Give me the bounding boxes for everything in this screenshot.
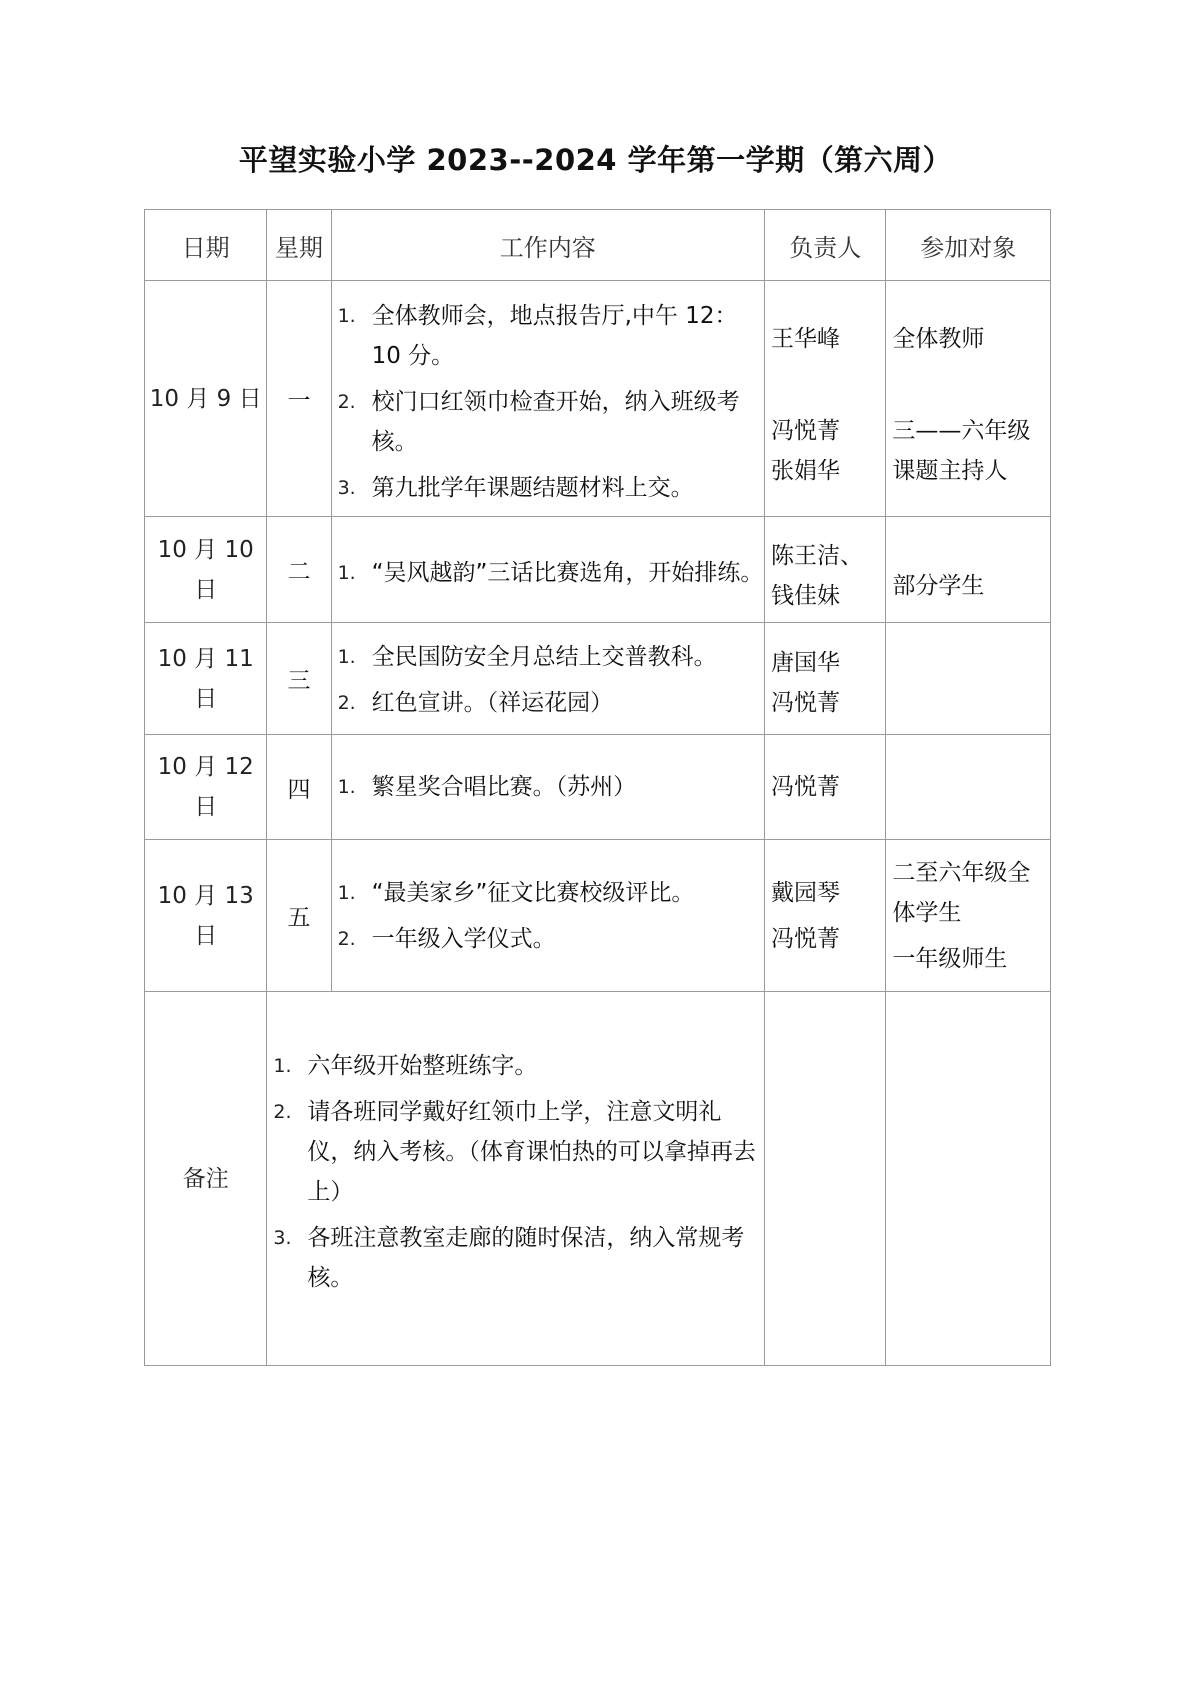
row-day: 一 [267, 281, 331, 517]
header-target: 参加对象 [886, 210, 1051, 281]
row-work [331, 735, 764, 840]
row-owner: 唐国华 冯悦菁 [765, 623, 886, 735]
header-work: 工作内容 [331, 210, 764, 281]
list-item: 1. “最美家乡”征文比赛校级评比。 [337, 879, 695, 906]
list-item: 1. 全体教师会，地点报告厅,中午 12：10 分。 [337, 302, 738, 369]
row-owner: 冯悦菁 [765, 735, 886, 840]
row-target: 部分学生 [886, 517, 1051, 623]
row-day: 二 [267, 517, 331, 623]
row-owner: 王华峰 冯悦菁 张娟华 [765, 281, 886, 517]
row-work [331, 840, 764, 992]
table-row [145, 281, 1051, 517]
row-work [331, 281, 764, 517]
row-day: 三 [267, 623, 331, 735]
row-date: 10 月 13 日 [145, 840, 267, 992]
row-date: 10 月 9 日 [145, 281, 267, 517]
row-target: 二至六年级全体学生 一年级师生 [886, 840, 1051, 992]
row-date: 10 月 12 日 [145, 735, 267, 840]
row-day: 四 [267, 735, 331, 840]
table-row [145, 840, 1051, 992]
list-item: 2. 请各班同学戴好红领巾上学，注意文明礼仪，纳入考核。（体育课怕热的可以拿掉再去上） [273, 1098, 756, 1205]
row-owner: 戴园琴 冯悦菁 [765, 840, 886, 992]
list-item: 2. 校门口红领巾检查开始，纳入班级考核。 [337, 388, 740, 455]
list-item: 1. 繁星奖合唱比赛。（苏州） [337, 774, 637, 800]
row-date: 10 月 10 日 [145, 517, 267, 623]
schedule-table [144, 209, 1051, 1366]
header-day: 星期 [267, 210, 331, 281]
notes-owner [765, 992, 886, 1366]
header-owner: 负责人 [765, 210, 886, 281]
list-item: 2. 红色宣讲。（祥运花园） [337, 689, 614, 716]
list-item: 1. “吴风越韵”三话比赛选角，开始排练。 [337, 559, 764, 586]
list-item: 3. 各班注意教室走廊的随时保洁，纳入常规考核。 [273, 1224, 745, 1291]
notes-row [145, 992, 1051, 1366]
row-owner: 陈王洁、钱佳妹 [765, 517, 886, 623]
list-item: 1. 全民国防安全月总结上交普教科。 [337, 643, 717, 670]
row-work [331, 517, 764, 623]
page-title: 平望实验小学 2023--2024 学年第一学期（第六周） [238, 143, 953, 177]
list-item: 3. 第九批学年课题结题材料上交。 [337, 474, 694, 501]
row-target: 全体教师 三——六年级 课题主持人 [886, 281, 1051, 517]
row-day: 五 [267, 840, 331, 992]
row-target [886, 735, 1051, 840]
row-work [331, 623, 764, 735]
notes-target [886, 992, 1051, 1366]
header-date: 日期 [145, 210, 267, 281]
table-header-row [145, 210, 1051, 281]
row-date: 10 月 11 日 [145, 623, 267, 735]
table-row [145, 735, 1051, 840]
notes-content [267, 992, 765, 1366]
list-item: 2. 一年级入学仪式。 [337, 925, 556, 952]
notes-label: 备注 [145, 992, 267, 1366]
table-row [145, 517, 1051, 623]
row-target [886, 623, 1051, 735]
list-item: 1. 六年级开始整班练字。 [273, 1052, 538, 1079]
table-row [145, 623, 1051, 735]
